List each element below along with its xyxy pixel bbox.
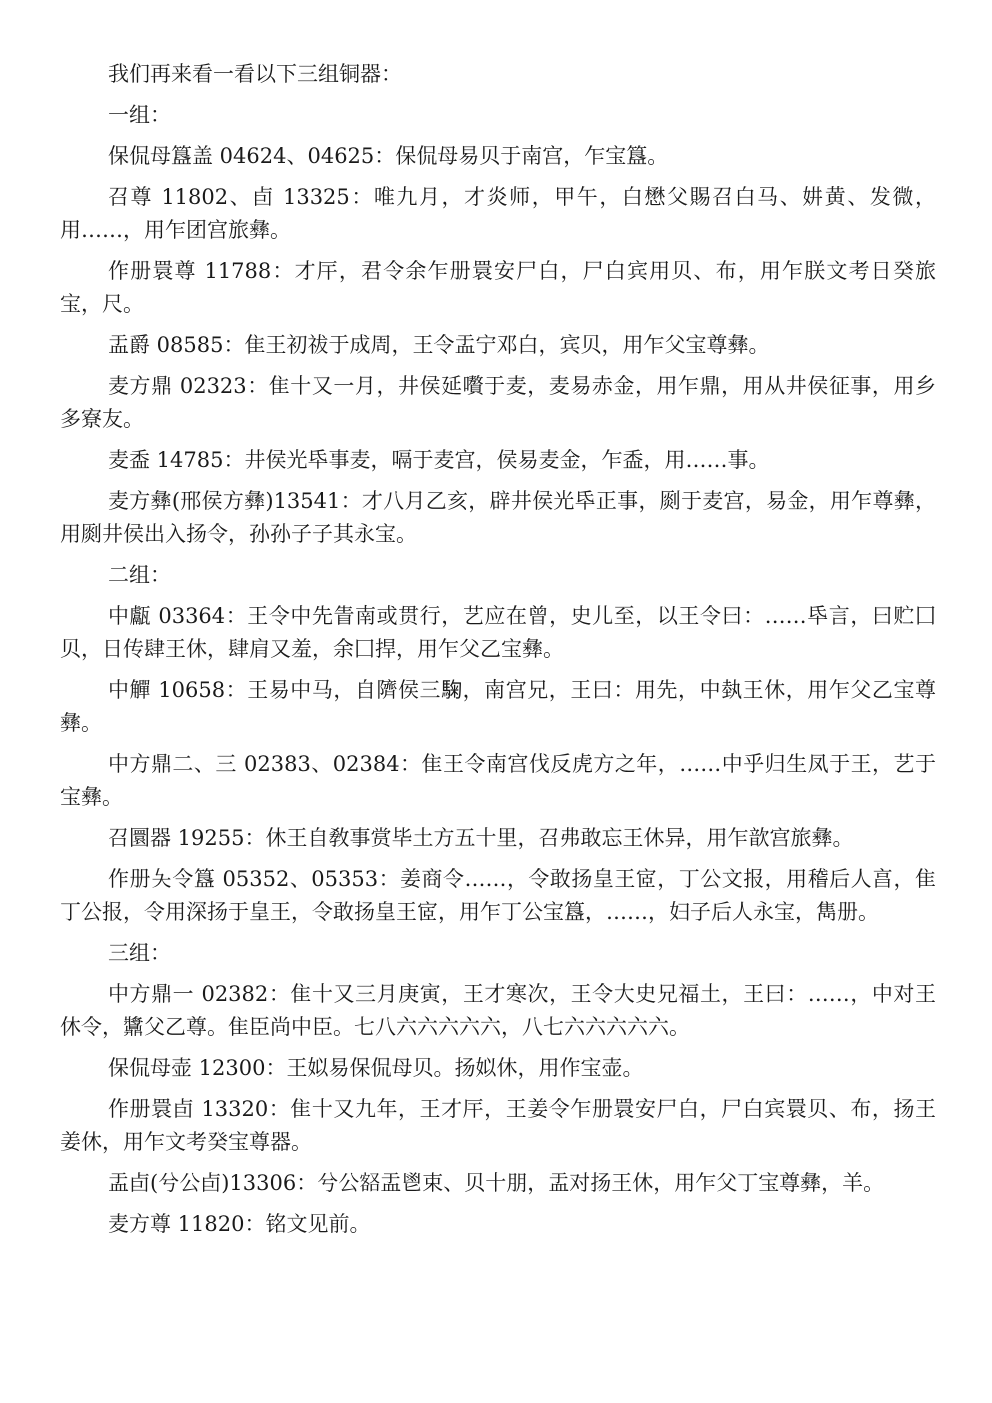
inscription-paragraph: 作册睘卣 13320：隹十又九年，王才厈，王姜令乍册睘安尸白，尸白宾睘贝、布，扬王姜休，用乍文考癸宝尊器。 xyxy=(60,1097,936,1154)
inscription-paragraph: 召尊 11802、卣 13325：唯九月，才炎师，甲午，白懋父賜召白马、妌黄、发微，用……，用乍团宫旅彝。 xyxy=(60,185,936,242)
inscription-paragraph: 中方鼎二、三 02383、02384：隹王令南宫伐反虎方之年，……中乎归生凤于王，艺于宝彝。 xyxy=(60,752,936,809)
inscription-paragraph: 盂卣(兮公卣)13306：兮公𡪞盂鬯束、贝十朋，盂对扬王休，用乍父丁宝尊彝，羊。 xyxy=(108,1171,885,1195)
inscription-paragraph: 保侃母壶 12300：王姒易保侃母贝。扬姒休，用作宝壶。 xyxy=(108,1056,644,1080)
inscription-paragraph: 麦方彝(邢侯方彝)13541：才八月乙亥，辟井侯光氒正事，㓹于麦宫，易金，用乍尊彝，用㓹井侯出入扬令，孙孙子子其永宝。 xyxy=(60,489,936,546)
inscription-paragraph: 中方鼎一 02382：隹十又三月庚寅，王才寒次，王令大史兄福土，王曰：……，中对王休令，䵼父乙尊。隹臣尚中臣。七八六六六六六，八七六六六六六。 xyxy=(60,982,936,1039)
document-page xyxy=(60,58,936,1249)
group-heading-1: 一组： xyxy=(108,103,171,127)
inscription-paragraph: 作册夨令簋 05352、05353：姜商令……，令敢扬皇王宧，丁公文报，用稽后人亯，隹丁公报，令用深扬于皇王，令敢扬皇王宧，用乍丁公宝簋，……，妇子后人永宝，雋册。 xyxy=(60,867,936,924)
inscription-paragraph: 保侃母簋盖 04624、04625：保侃母易贝于南宫，乍宝簋。 xyxy=(108,144,669,168)
inscription-paragraph: 中甗 03364：王令中先眚南或贯行，艺应在曾，史儿至，以王令曰：……氒言，曰贮囗贝，日传肆王休，肆肩又羞，余囗捍，用乍父乙宝彝。 xyxy=(60,604,936,661)
inscription-paragraph: 作册睘尊 11788：才厈，君令余乍册睘安尸白，尸白宾用贝、布，用乍朕文考日癸旅宝，尺。 xyxy=(60,259,936,316)
inscription-paragraph: 麦盉 14785：井侯光氒事麦，嗝于麦宫，侯易麦金，乍盉，用……事。 xyxy=(108,448,770,472)
inscription-paragraph: 召圜器 19255：休王自敎事赏毕土方五十里，召弗敢忘王休异，用乍歆宫旅彝。 xyxy=(108,826,854,850)
inscription-paragraph: 麦方鼎 02323：隹十又一月，井侯延嚽于麦，麦易赤金，用乍鼎，用从井侯征事，用乡多寮友。 xyxy=(60,374,936,431)
inscription-paragraph: 中觶 10658：王易中马，自隮侯三𩣽，南宫兄，王曰：用先，中埶王休，用乍父乙宝尊彝。 xyxy=(60,678,936,735)
group-heading-3: 三组： xyxy=(108,941,171,965)
group-heading-2: 二组： xyxy=(108,563,171,587)
inscription-paragraph: 麦方尊 11820：铭文见前。 xyxy=(108,1212,371,1236)
intro-paragraph: 我们再来看一看以下三组铜器： xyxy=(108,62,402,86)
inscription-paragraph: 盂爵 08585：隹王初祓于成周，王令盂宁邓白，宾贝，用乍父宝尊彝。 xyxy=(108,333,770,357)
